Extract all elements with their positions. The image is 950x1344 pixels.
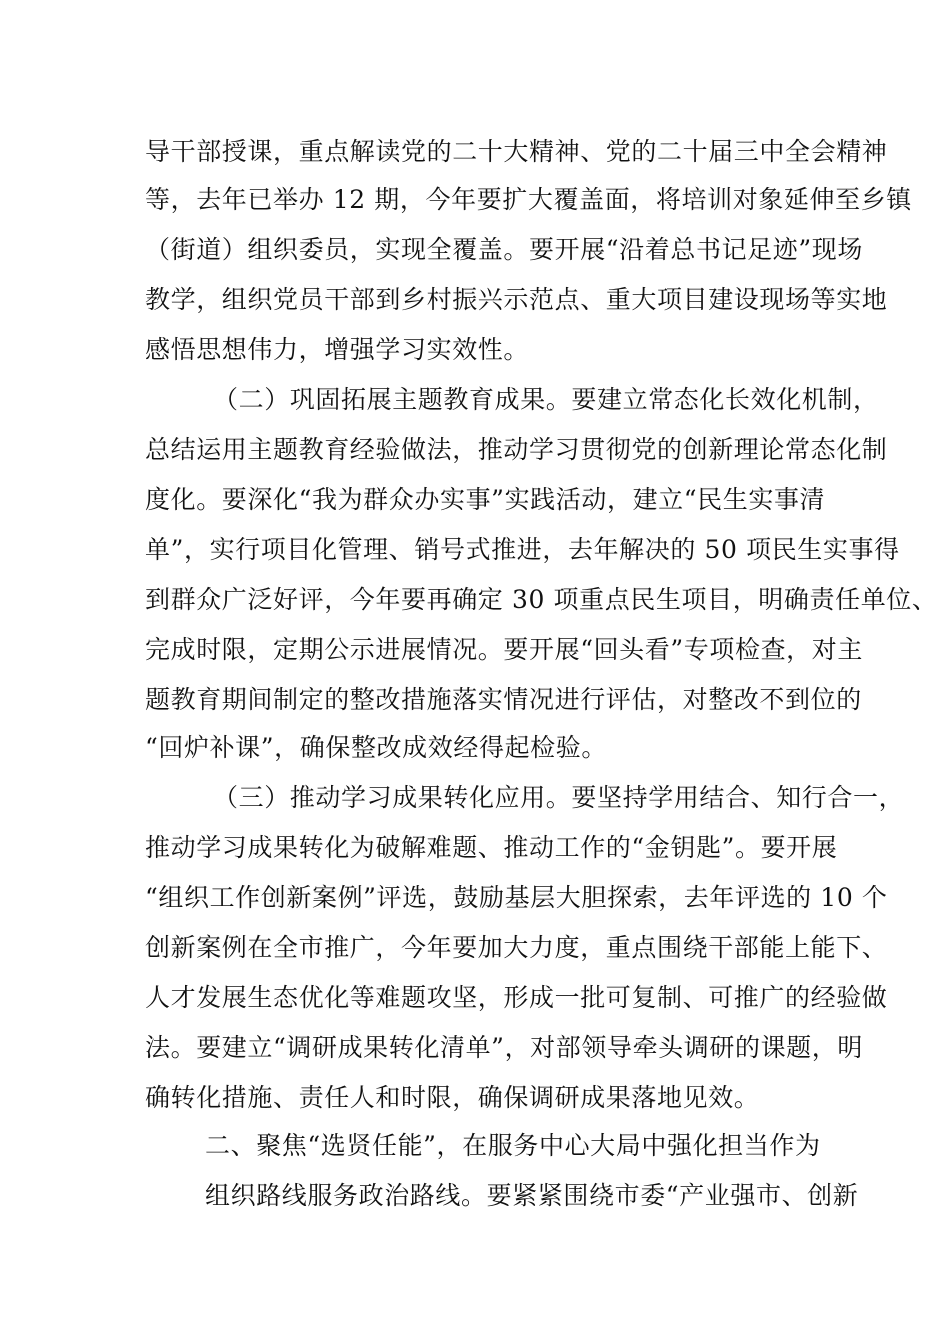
paragraph-line: 导干部授课，重点解读党的二十大精神、党的二十届三中全会精神 bbox=[145, 137, 888, 166]
paragraph-line: 等，去年已举办 12 期，今年要扩大覆盖面，将培训对象延伸至乡镇 bbox=[145, 185, 912, 214]
paragraph-line: 感悟思想伟力，增强学习实效性。 bbox=[145, 335, 530, 364]
paragraph-line: 总结运用主题教育经验做法，推动学习贯彻党的创新理论常态化制 bbox=[145, 435, 888, 464]
paragraph-line: 到群众广泛好评，今年要再确定 30 项重点民生项目，明确责任单位、 bbox=[145, 585, 938, 614]
paragraph-line: 完成时限，定期公示进展情况。要开展“回头看”专项检查，对主 bbox=[145, 635, 863, 664]
paragraph-line: 题教育期间制定的整改措施落实情况进行评估，对整改不到位的 bbox=[145, 685, 862, 714]
paragraph-line: 创新案例在全市推广，今年要加大力度，重点围绕干部能上能下、 bbox=[145, 933, 888, 962]
chapter-heading: 二、聚焦“选贤任能”，在服务中心大局中强化担当作为 bbox=[205, 1131, 821, 1160]
paragraph-line: 人才发展生态优化等难题攻坚，形成一批可复制、可推广的经验做 bbox=[145, 983, 888, 1012]
section-heading-3: （三）推动学习成果转化应用。要坚持学用结合、知行合一， bbox=[213, 783, 905, 812]
paragraph-line: 度化。要深化“我为群众办实事”实践活动，建立“民生实事清 bbox=[145, 485, 826, 514]
paragraph-line: 组织路线服务政治路线。要紧紧围绕市委“产业强市、创新 bbox=[205, 1181, 859, 1210]
section-heading-2: （二）巩固拓展主题教育成果。要建立常态化长效化机制， bbox=[213, 385, 879, 414]
paragraph-line: 教学，组织党员干部到乡村振兴示范点、重大项目建设现场等实地 bbox=[145, 285, 888, 314]
paragraph-line: 确转化措施、责任人和时限，确保调研成果落地见效。 bbox=[145, 1083, 760, 1112]
paragraph-line: 推动学习成果转化为破解难题、推动工作的“金钥匙”。要开展 bbox=[145, 833, 838, 862]
paragraph-line: 单”，实行项目化管理、销号式推进，去年解决的 50 项民生实事得 bbox=[145, 535, 900, 564]
paragraph-line: “回炉补课”，确保整改成效经得起检验。 bbox=[145, 733, 607, 762]
paragraph-line: “组织工作创新案例”评选，鼓励基层大胆探索，去年评选的 10 个 bbox=[145, 883, 888, 912]
paragraph-line: 法。要建立“调研成果转化清单”，对部领导牵头调研的课题，明 bbox=[145, 1033, 863, 1062]
paragraph-line: （街道）组织委员，实现全覆盖。要开展“沿着总书记足迹”现场 bbox=[145, 235, 863, 264]
